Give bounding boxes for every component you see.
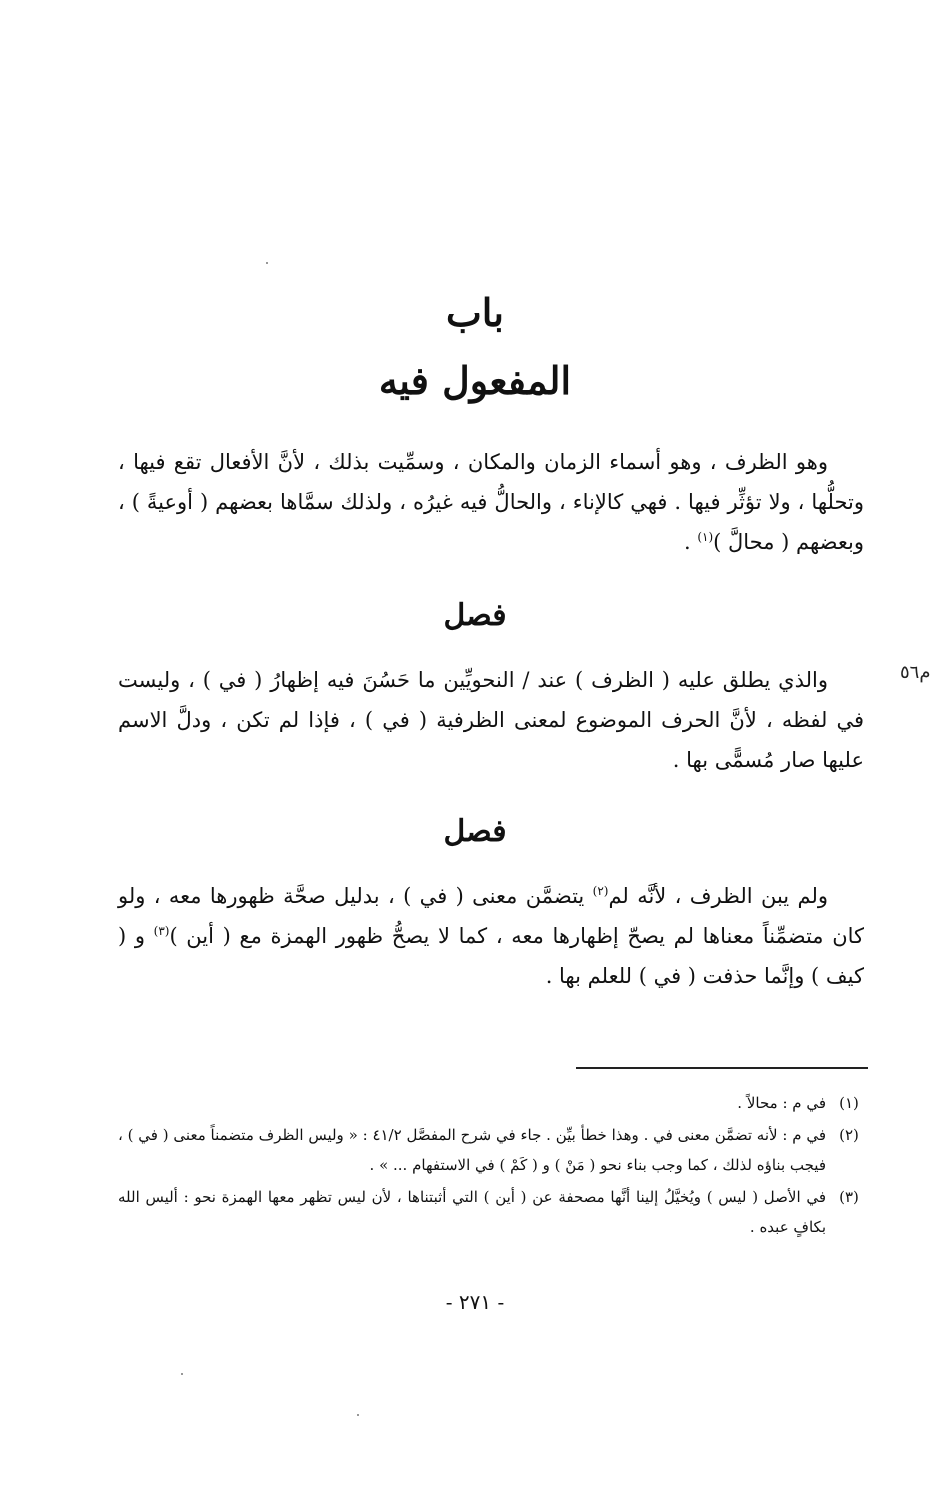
page-number: - ٢٧١ - [445, 1290, 505, 1314]
chapter-subtitle: المفعول فيه [378, 358, 572, 403]
footnotes [118, 1088, 872, 1244]
footnote [118, 1182, 872, 1242]
footnote [118, 1120, 872, 1180]
paragraph-text: يتضمَّن معنى ( في ) ، بدليل صحَّة ظهورها معه ، ولو كان متضمِّناً معناها لم يصحّ إظهارها معه ، كما لا يصحُّ ظهور الهمزة مع ( أين ) [118, 884, 865, 948]
footnote-text: في م : محالاً . [737, 1094, 826, 1112]
paragraph-text: والذي يطلق عليه ( الظرف ) عند / النحويِّين ما حَسُنَ فيه إظهارُ ( في ) ، وليست في لفظه ، لأنَّ الحرف الموضوع لمعنى الظرفية ( في ) ، فإذا لم تكن ، ودلَّ الاسم عليها صار مُسمًّى بها . [118, 668, 864, 772]
footnote-divider [576, 1067, 868, 1069]
paragraph-text: ولم يبن الظرف ، لأنَّه لم [608, 884, 828, 908]
footnote-ref: (٣) [153, 924, 170, 938]
scan-speck [266, 262, 268, 264]
scan-speck [357, 1414, 359, 1416]
paragraph-text: و ( كيف ) وإنَّما حذفت ( في ) للعلم بها . [118, 924, 864, 988]
footnote-ref: (١) [697, 530, 714, 544]
section-heading: فصل [443, 814, 507, 849]
manuscript-margin-ref: م٥٦ [900, 662, 931, 683]
paragraph-tail: . [683, 530, 698, 554]
footnote-text: في الأصل ( ليس ) ويُخيَّلُ إلينا أنَّها مصحفة عن ( أين ) التي أثبتناها ، لأن ليس تظهر معها الهمزة نحو : أليس الله بكافٍ عبده . [118, 1188, 826, 1236]
chapter-title: باب [446, 290, 504, 335]
footnote-number: (٢) [839, 1126, 859, 1144]
section-paragraph [118, 660, 864, 780]
section-heading: فصل [443, 598, 507, 633]
footnote [118, 1088, 872, 1118]
footnote-ref: (٢) [592, 884, 609, 898]
section-paragraph [118, 876, 864, 996]
footnote-text: في م : لأنه تضمَّن معنى في . وهذا خطأ بيِّن . جاء في شرح المفصَّل ٤١/٢ : « وليس الظرف متضمناً معنى ( في ) ، فيجب بناؤه لذلك ، كما وجب بناء نحو ( مَنْ ) و ( كَمْ ) في الاستفهام ... » . [118, 1126, 826, 1174]
footnote-number: (١) [839, 1094, 859, 1112]
footnote-number: (٣) [839, 1188, 859, 1206]
intro-paragraph [118, 442, 864, 562]
scan-speck [181, 1373, 183, 1375]
paragraph-text: وهو الظرف ، وهو أسماء الزمان والمكان ، وسمِّيت بذلك ، لأنَّ الأفعال تقع فيها ، وتحلُّها ، ولا تؤثِّر فيها . فهي كالإناء ، والحالُّ فيه غيرُه ، ولذلك سمَّاها بعضهم ( أوعيةً ) ، وبعضهم ( محالَّ ) [118, 450, 864, 554]
